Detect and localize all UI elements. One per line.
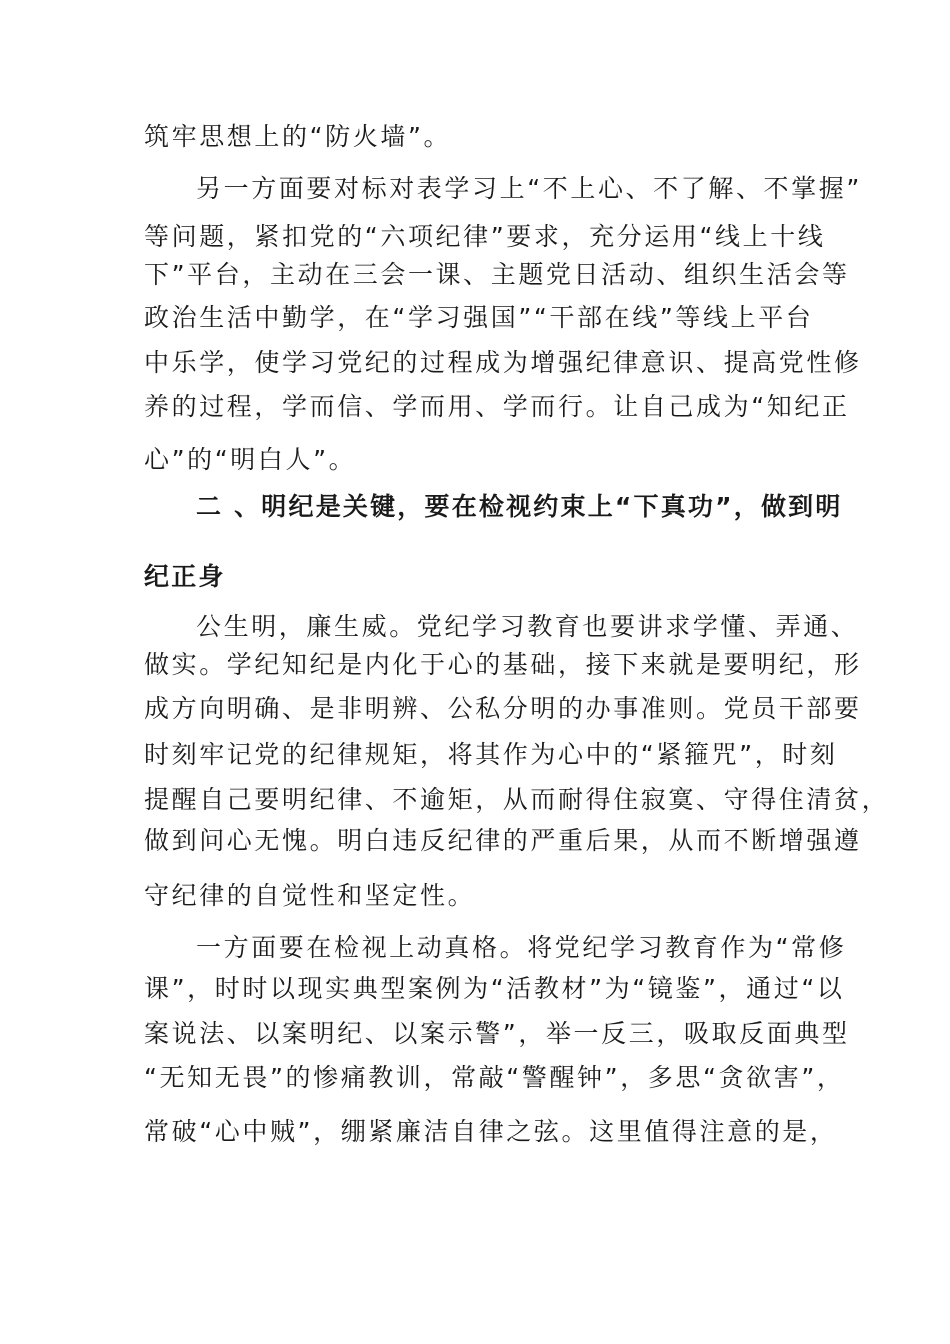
text-line: 政治生活中勤学，在“学习强国”“干部在线”等线上平台 <box>144 303 814 332</box>
text-line: 筑牢思想上的“防火墙”。 <box>144 122 452 151</box>
text-line: 下”平台，主动在三会一课、主题党日活动、组织生活会等 <box>144 260 850 289</box>
text-line: 做到问心无愧。明白违反纪律的严重后果，从而不断增强遵 <box>144 826 862 855</box>
text-line: 成方向明确、是非明辨、公私分明的办事准则。党员干部要 <box>144 694 862 723</box>
text-line: “无知无畏”的惨痛教训，常敲“警醒钟”，多思“贪欲害”， <box>144 1063 845 1092</box>
text-line: 中乐学，使学习党纪的过程成为增强纪律意识、提高党性修 <box>144 348 862 377</box>
text-line: 养的过程，学而信、学而用、学而行。让自己成为“知纪正 <box>144 392 850 421</box>
text-line: 课”，时时以现实典型案例为“活教材”为“镜鉴”，通过“以 <box>144 974 845 1003</box>
text-line: 提醒自己要明纪律、不逾矩，从而耐得住寂寞、守得住清贫， <box>144 785 890 814</box>
text-line: 做实。学纪知纪是内化于心的基础，接下来就是要明纪，形 <box>144 650 862 679</box>
text-line: 案说法、以案明纪、以案示警”，举一反三，吸取反面典型 <box>144 1019 850 1048</box>
section-heading: 二 、明纪是关键，要在检视约束上“下真功”，做到明 <box>196 492 843 521</box>
section-heading-continued: 纪正身 <box>144 562 226 591</box>
paragraph-first-line: 公生明，廉生威。党纪学习教育也要讲求学懂、弄通、 <box>196 612 859 641</box>
text-line: 时刻牢记党的纪律规矩，将其作为心中的“紧箍咒”，时刻 <box>144 740 838 769</box>
text-line: 心”的“明白人”。 <box>144 445 357 474</box>
text-line: 等问题，紧扣党的“六项纪律”要求，充分运用“线上十线 <box>144 222 826 251</box>
text-line: 常破“心中贼”，绷紧廉洁自律之弦。这里值得注意的是， <box>144 1117 838 1146</box>
paragraph-first-line: 另一方面要对标对表学习上“不上心、不了解、不掌握” <box>196 174 862 203</box>
text-line: 守纪律的自觉性和坚定性。 <box>144 881 476 910</box>
paragraph-first-line: 一方面要在检视上动真格。将党纪学习教育作为“常修 <box>196 933 847 962</box>
